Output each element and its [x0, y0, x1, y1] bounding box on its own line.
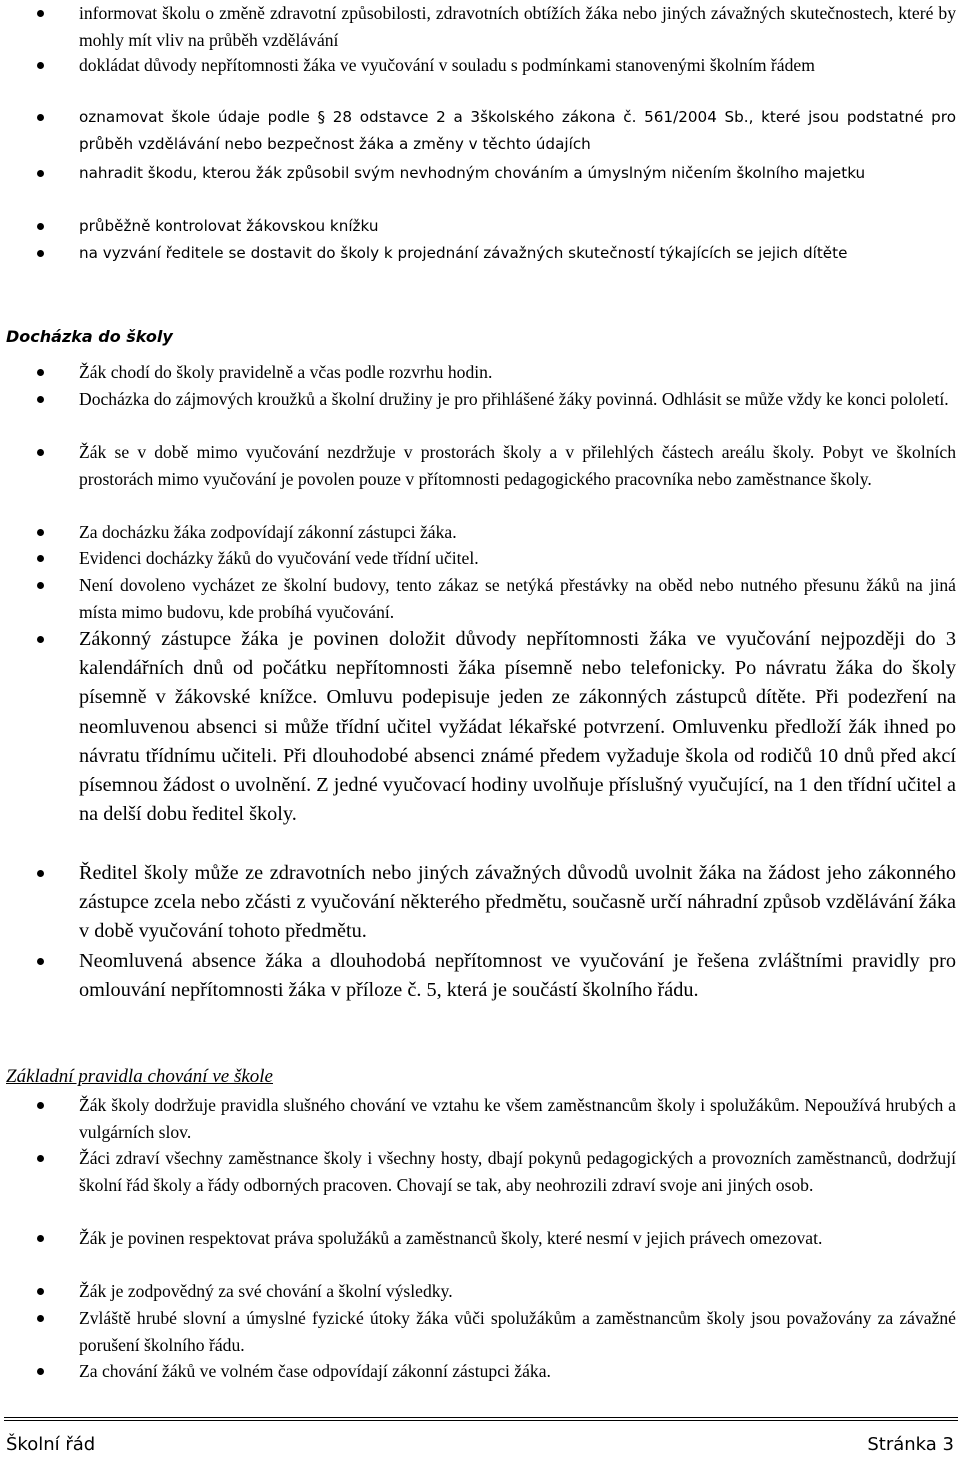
bullet-icon [37, 636, 44, 643]
list-item: Žáci zdraví všechny zaměstnance školy i všechny hosty, dbají pokynů pedagogických a provozních zaměstnanců, dodržují školní řád školy a řády odborných pracoven. Chovají se tak, aby neohrozili zdraví svoje ani jiných osob. [0, 1145, 960, 1225]
bullet-icon [37, 1235, 44, 1242]
behavior-list [0, 1092, 960, 1385]
list-item: Žák je povinen respektovat práva spolužáků a zaměstnanců školy, které nesmí v jejich právech omezovat. [0, 1225, 960, 1278]
list-item: Za chování žáků ve volném čase odpovídají zákonní zástupci žáka. [0, 1358, 960, 1385]
bullet-icon [37, 114, 44, 121]
footer-divider [4, 1420, 958, 1421]
list-item: Zvláště hrubé slovní a úmyslné fyzické útoky žáka vůči spolužákům a zaměstnancům školy jsou považovány za závažné porušení školního řádu. [0, 1305, 960, 1358]
section-heading-behavior: Základní pravidla chování ve škole [6, 1066, 273, 1087]
bullet-icon [37, 1288, 44, 1295]
bullet-icon [37, 449, 44, 456]
footer-page-number: Stránka 3 [867, 1434, 954, 1455]
bullet-icon [37, 582, 44, 589]
list-item: informovat školu o změně zdravotní způsobilosti, zdravotních obtížích žáka nebo jiných závažných skutečnostech, které by mohly mít vliv na průběh vzdělávání [0, 0, 960, 52]
list-item: Není dovoleno vycházet ze školní budovy, tento zákaz se netýká přestávky na oběd nebo nutného přesunu žáků na jiná místa mimo budovu, kde probíhá vyučování. [0, 572, 960, 625]
list-item: Žák je zodpovědný za své chování a školní výsledky. [0, 1278, 960, 1305]
list-item: Žák se v době mimo vyučování nezdržuje v prostorách školy a v přilehlých částech areálu školy. Pobyt ve školních prostorách mimo vyučování je povolen pouze v přítomnosti pedagogického pracovníka nebo zaměstnance školy. [0, 439, 960, 519]
list-item: Žák chodí do školy pravidelně a včas podle rozvrhu hodin. [0, 359, 960, 386]
list-item: Docházka do zájmových kroužků a školní družiny je pro přihlášené žáky povinná. Odhlásit se může vždy ke konci pololetí. [0, 386, 960, 439]
attendance-list [0, 359, 960, 1035]
bullet-icon [37, 369, 44, 376]
bullet-icon [37, 396, 44, 403]
bullet-icon [37, 870, 44, 877]
list-item: Neomluvená absence žáka a dlouhodobá nepřítomnost ve vyučování je řešena zvláštními pravidly pro omlouvání nepřítomnosti žáka v příloze č. 5, která je součástí školního řádu. [0, 947, 960, 1035]
list-item: Žák školy dodržuje pravidla slušného chování ve vztahu ke všem zaměstnancům školy i spolužákům. Nepoužívá hrubých a vulgárních slov. [0, 1092, 960, 1145]
bullet-icon [37, 1315, 44, 1322]
bullet-icon [37, 250, 44, 257]
bullet-icon [37, 1155, 44, 1162]
bullet-icon [37, 529, 44, 536]
bullet-icon [37, 62, 44, 69]
bullet-icon [37, 958, 44, 965]
list-item: oznamovat škole údaje podle § 28 odstavce 2 a 3školského zákona č. 561/2004 Sb., které jsou podstatné pro průběh vzdělávání nebo bezpečnost žáka a změny v těchto údajích [0, 104, 960, 160]
list-item: Za docházku žáka zodpovídají zákonní zástupci žáka. [0, 519, 960, 545]
footer-document-title: Školní řád [6, 1434, 96, 1455]
parent-duties-list [0, 0, 960, 293]
list-item: Ředitel školy může ze zdravotních nebo jiných závažných důvodů uvolnit žáka na žádost jeho zákonného zástupce zcela nebo zčásti z vyučování některého předmětu, současně určí náhradní způsob vzdělávání žáka v době vyučování tohoto předmětu. [0, 859, 960, 947]
list-item: průběžně kontrolovat žákovskou knížku [0, 213, 960, 240]
bullet-icon [37, 223, 44, 230]
bullet-icon [37, 10, 44, 17]
footer-divider [4, 1417, 958, 1418]
list-item: na vyzvání ředitele se dostavit do školy k projednání závažných skutečností týkajících se jejich dítěte [0, 240, 960, 293]
bullet-icon [37, 170, 44, 177]
section-heading-attendance: Docházka do školy [6, 327, 173, 346]
bullet-icon [37, 555, 44, 562]
bullet-icon [37, 1368, 44, 1375]
list-item: nahradit škodu, kterou žák způsobil svým nevhodným chováním a úmyslným ničením školního majetku [0, 160, 960, 213]
list-item: dokládat důvody nepřítomnosti žáka ve vyučování v souladu s podmínkami stanovenými školním řádem [0, 52, 960, 104]
bullet-icon [37, 1102, 44, 1109]
list-item: Zákonný zástupce žáka je povinen doložit důvody nepřítomnosti žáka ve vyučování nejpozději do 3 kalendářních dnů od počátku nepřítomnosti žáka písemně nebo telefonicky. Po návratu žáka do školy písemně v žákovské knížce. Omluvu podepisuje jeden ze zákonných zástupců dítěte. Při podezření na neomluvenou absenci si může třídní učitel vyžádat lékařské potvrzení. Omluvenku předloží žák ihned po návratu třídnímu učiteli. Při dlouhodobé absenci známé předem vyžaduje škola od rodičů 10 dnů před akcí písemnou žádost o uvolnění. Z jedné vyučovací hodiny uvolňuje příslušný vyučující, na 1 den třídní učitel a na delší dobu ředitel školy. [0, 625, 960, 859]
list-item: Evidenci docházky žáků do vyučování vede třídní učitel. [0, 545, 960, 572]
